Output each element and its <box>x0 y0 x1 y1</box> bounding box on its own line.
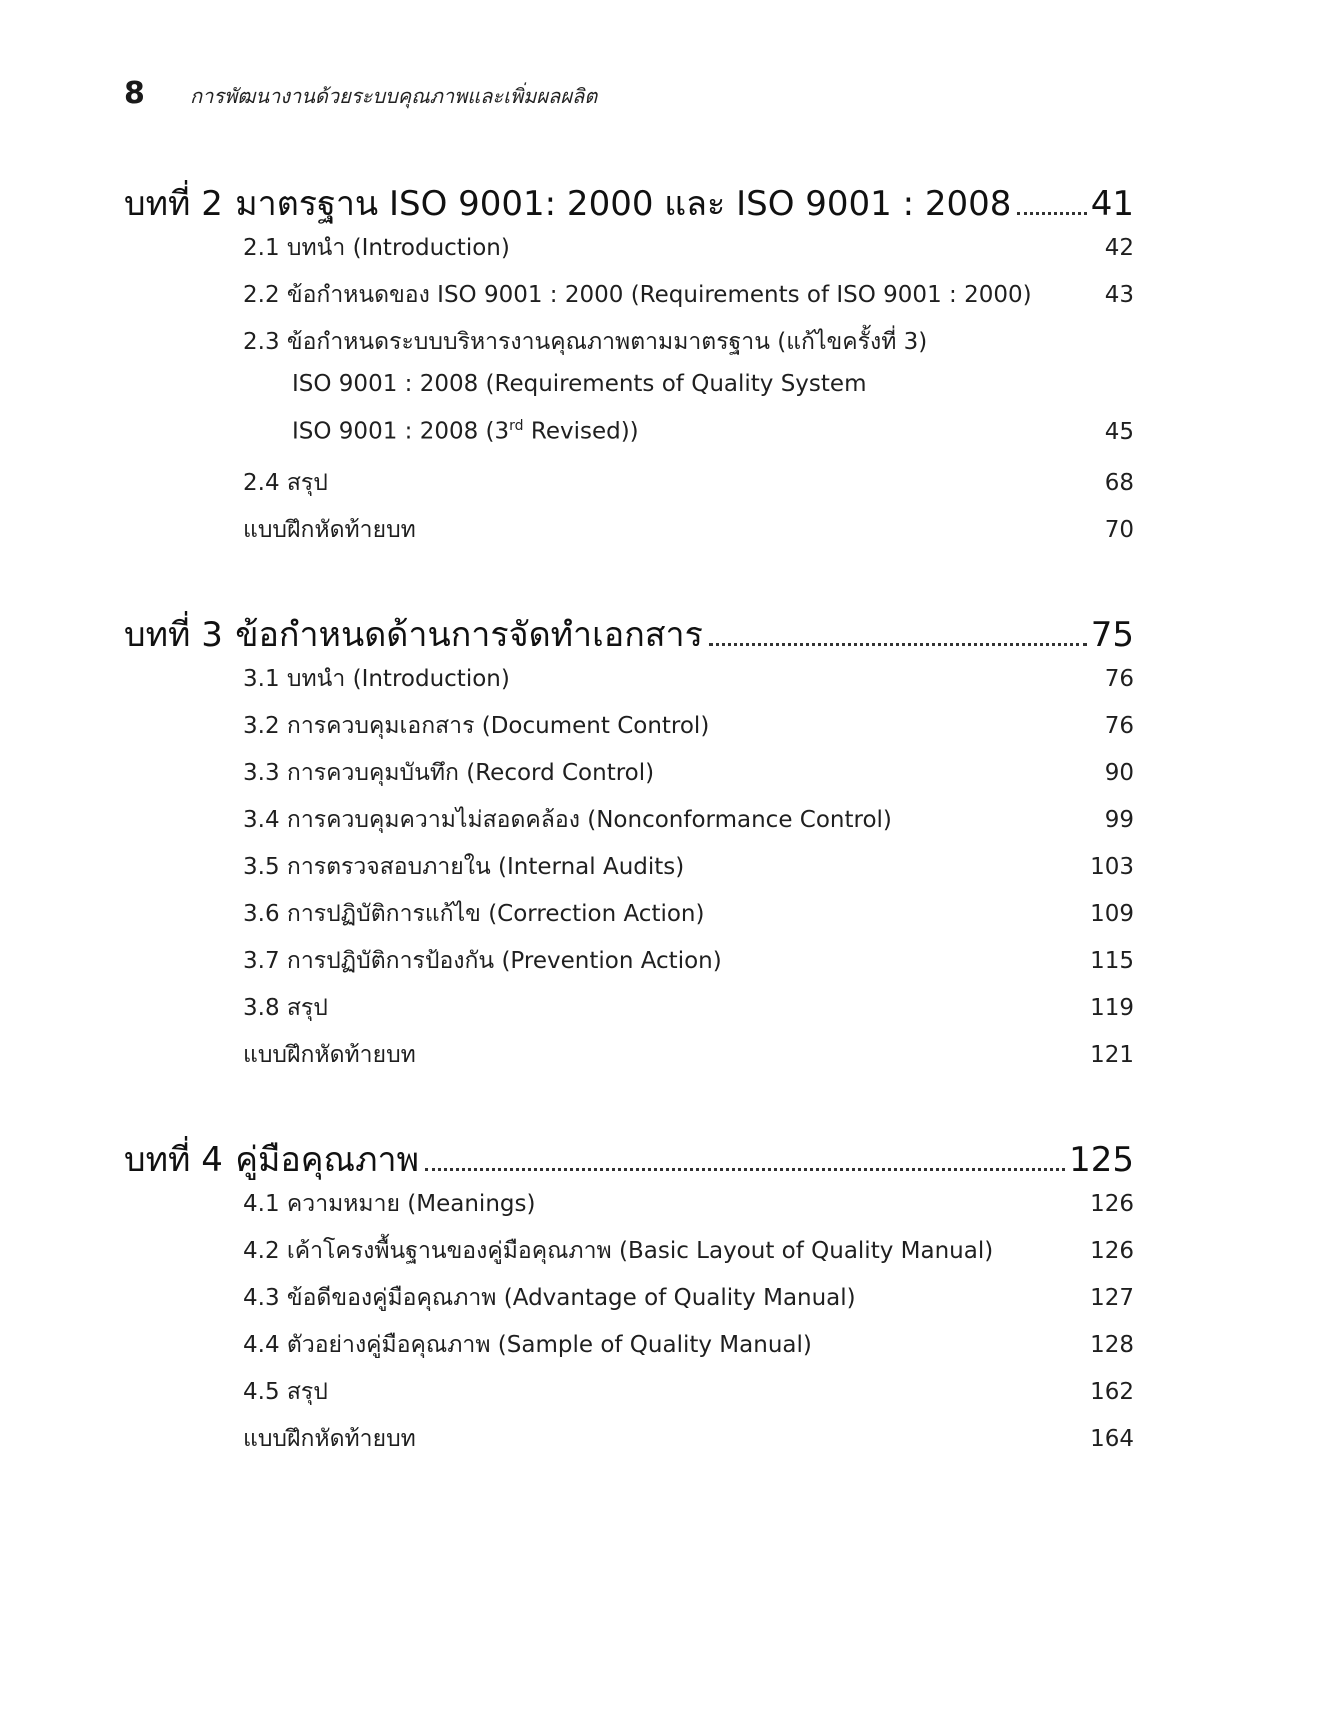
toc-entry-continuation[interactable] <box>243 418 1134 465</box>
running-title: การพัฒนางานด้วยระบบคุณภาพและเพิ่มผลผลิต <box>190 84 598 108</box>
chapter-title: คู่มือคุณภาพ <box>235 1140 419 1180</box>
chapter-heading[interactable] <box>124 1132 1134 1186</box>
toc-entry[interactable] <box>243 755 1134 802</box>
entry-page: 43 <box>1104 282 1134 308</box>
entry-page: 99 <box>1104 807 1134 833</box>
entry-page: 68 <box>1104 470 1134 496</box>
chapter-page: 125 <box>1069 1140 1134 1180</box>
chapter-2 <box>124 176 1134 559</box>
chapter-page: 41 <box>1090 184 1134 224</box>
chapter-heading[interactable] <box>124 176 1134 230</box>
entry-page: 115 <box>1090 948 1134 974</box>
dot-leader <box>1017 212 1086 215</box>
entry-title-part: ISO 9001 : 2008 (3 <box>292 418 510 445</box>
entry-title: 3.2 การควบคุมเอกสาร (Document Control) <box>243 713 710 739</box>
entry-page: 128 <box>1090 1332 1134 1358</box>
entry-page: 42 <box>1104 235 1134 261</box>
entry-page: 126 <box>1090 1238 1134 1264</box>
toc-entry[interactable] <box>243 1421 1134 1468</box>
entry-title: 2.2 ข้อกำหนดของ ISO 9001 : 2000 (Requirements of ISO 9001 : 2000) <box>243 282 1032 308</box>
entry-title: 2.1 บทนำ (Introduction) <box>243 235 510 261</box>
entry-page: 45 <box>1104 418 1134 445</box>
entry-title: 4.1 ความหมาย (Meanings) <box>243 1191 536 1217</box>
entry-title: 4.3 ข้อดีของคู่มือคุณภาพ (Advantage of Quality Manual) <box>243 1285 856 1311</box>
toc-entry[interactable] <box>243 1233 1134 1280</box>
entry-page: 90 <box>1104 760 1134 786</box>
entry-page: 103 <box>1090 854 1134 880</box>
entry-title: แบบฝึกหัดท้ายบท <box>243 517 416 543</box>
chapter-number: 3 <box>201 615 223 655</box>
toc-entry[interactable] <box>243 1280 1134 1327</box>
entry-page: 127 <box>1090 1285 1134 1311</box>
toc-entry[interactable] <box>243 990 1134 1037</box>
superscript-ordinal: rd <box>509 418 524 434</box>
toc-entry[interactable] <box>243 1327 1134 1374</box>
entry-page: 126 <box>1090 1191 1134 1217</box>
entry-page: 70 <box>1104 517 1134 543</box>
dot-leader <box>709 643 1087 646</box>
chapter-heading[interactable] <box>124 607 1134 661</box>
chapter-number: 4 <box>201 1140 223 1180</box>
toc-entry[interactable] <box>243 277 1134 324</box>
chapter-page: 75 <box>1090 615 1134 655</box>
entry-page: 162 <box>1090 1379 1134 1405</box>
toc-entry[interactable] <box>243 230 1134 277</box>
entry-title <box>292 418 1074 445</box>
chapter-label: บทที่ <box>124 1140 191 1180</box>
entry-title: 3.1 บทนำ (Introduction) <box>243 666 510 692</box>
entry-title: แบบฝึกหัดท้ายบท <box>243 1426 416 1452</box>
toc-entry[interactable] <box>243 1186 1134 1233</box>
entry-title: 4.4 ตัวอย่างคู่มือคุณภาพ (Sample of Quality Manual) <box>243 1332 812 1358</box>
entry-title: 3.4 การควบคุมความไม่สอดคล้อง (Nonconformance Control) <box>243 807 892 833</box>
toc-entry[interactable] <box>243 943 1134 990</box>
toc-entry[interactable] <box>243 708 1134 755</box>
toc-entry[interactable] <box>243 802 1134 849</box>
toc-entry[interactable] <box>243 512 1134 559</box>
table-of-contents <box>124 176 1134 1516</box>
toc-entry[interactable] <box>243 324 1134 371</box>
entry-title: 3.5 การตรวจสอบภายใน (Internal Audits) <box>243 854 685 880</box>
dot-leader <box>425 1168 1065 1171</box>
toc-entry[interactable] <box>243 661 1134 708</box>
chapter-title: ข้อกำหนดด้านการจัดทำเอกสาร <box>235 615 703 655</box>
toc-entry[interactable] <box>243 896 1134 943</box>
entry-page: 76 <box>1104 666 1134 692</box>
entry-title: 4.5 สรุป <box>243 1379 328 1405</box>
toc-entry-continuation <box>243 371 1134 418</box>
entry-page: 164 <box>1090 1426 1134 1452</box>
page-number: 8 <box>124 76 145 111</box>
entry-title: 2.3 ข้อกำหนดระบบบริหารงานคุณภาพตามมาตรฐาน (แก้ไขครั้งที่ 3) <box>243 329 928 355</box>
chapter-number: 2 <box>201 184 223 224</box>
entry-title: 3.8 สรุป <box>243 995 328 1021</box>
entry-page: 109 <box>1090 901 1134 927</box>
entry-title-part: Revised)) <box>523 418 639 445</box>
chapter-label: บทที่ <box>124 184 191 224</box>
chapter-label: บทที่ <box>124 615 191 655</box>
entry-title: 3.7 การปฏิบัติการป้องกัน (Prevention Action) <box>243 948 722 974</box>
page-header <box>124 76 597 116</box>
chapter-3 <box>124 607 1134 1084</box>
toc-entry[interactable] <box>243 849 1134 896</box>
toc-entry[interactable] <box>243 1037 1134 1084</box>
entry-page: 76 <box>1104 713 1134 739</box>
entry-page: 119 <box>1090 995 1134 1021</box>
entry-title: 3.3 การควบคุมบันทึก (Record Control) <box>243 760 655 786</box>
toc-entry[interactable] <box>243 465 1134 512</box>
entry-page: 121 <box>1090 1042 1134 1068</box>
entry-title: 4.2 เค้าโครงพื้นฐานของคู่มือคุณภาพ (Basic Layout of Quality Manual) <box>243 1238 994 1264</box>
entry-title: ISO 9001 : 2008 (Requirements of Quality System <box>292 371 867 397</box>
entry-title: 2.4 สรุป <box>243 470 328 496</box>
chapter-title: มาตรฐาน ISO 9001: 2000 และ ISO 9001 : 2008 <box>235 184 1012 224</box>
entry-title: 3.6 การปฏิบัติการแก้ไข (Correction Action) <box>243 901 705 927</box>
toc-entry[interactable] <box>243 1374 1134 1421</box>
entry-title: แบบฝึกหัดท้ายบท <box>243 1042 416 1068</box>
chapter-4 <box>124 1132 1134 1468</box>
